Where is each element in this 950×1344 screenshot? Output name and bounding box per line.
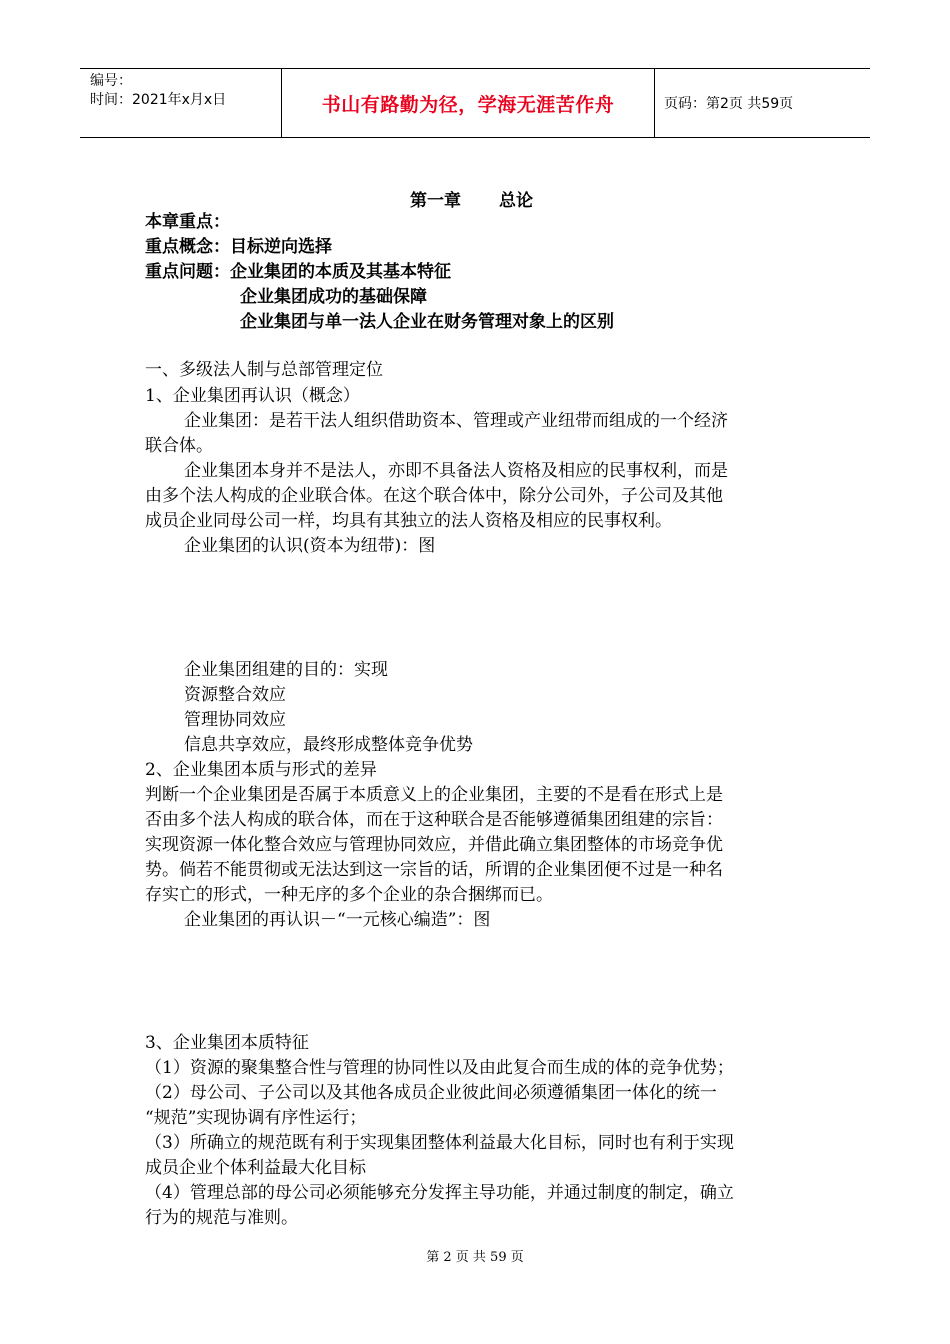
paragraph-line: 由多个法人构成的企业联合体。在这个联合体中，除分公司外，子公司及其他 — [145, 486, 723, 506]
paragraph-line: 联合体。 — [145, 436, 213, 456]
paragraph-line: 否由多个法人构成的联合体，而在于这种联合是否能够遵循集团组建的宗旨： — [145, 810, 723, 830]
paragraph-line: 企业集团：是若干法人组织借助资本、管理或产业纽带而组成的一个经济 — [184, 411, 728, 431]
page-footer: 第 2 页 共 59 页 — [426, 1250, 524, 1265]
key-issue-2: 企业集团成功的基础保障 — [240, 287, 427, 307]
paragraph-line: 存实亡的形式，一种无序的多个企业的杂合捆绑而已。 — [145, 885, 553, 905]
figure-reference: 企业集团的再认识－“一元核心编造”：图 — [184, 910, 491, 930]
document-number-label: 编号： — [90, 73, 132, 89]
paragraph-line: 企业集团组建的目的：实现 — [184, 660, 388, 680]
feature-item: （1）资源的聚集整合性与管理的协同性以及由此复合而生成的体的竞争优势； — [145, 1058, 734, 1078]
figure-reference: 企业集团的认识(资本为纽带)：图 — [184, 536, 436, 556]
key-issue-3: 企业集团与单一法人企业在财务管理对象上的区别 — [240, 312, 614, 332]
chapter-number: 第一章 — [410, 191, 461, 211]
chapter-name: 总论 — [499, 191, 533, 211]
header-motto: 书山有路勤为径，学海无涯苦作舟 — [282, 69, 655, 137]
feature-item: （3）所确立的规范既有利于实现集团整体利益最大化目标，同时也有利于实现 — [145, 1133, 734, 1153]
section-1-3-title: 3、企业集团本质特征 — [145, 1033, 309, 1053]
section-1-1-title: 1、企业集团再认识（概念） — [145, 386, 360, 406]
chapter-title — [410, 186, 533, 211]
list-item: 资源整合效应 — [184, 685, 286, 705]
paragraph-line: 成员企业同母公司一样，均具有其独立的法人资格及相应的民事权利。 — [145, 511, 672, 531]
feature-item: 成员企业个体利益最大化目标 — [145, 1158, 366, 1178]
key-concepts: 重点概念：目标逆向选择 — [145, 237, 332, 257]
feature-item: 行为的规范与准则。 — [145, 1208, 298, 1228]
paragraph-line: 实现资源一体化整合效应与管理协同效应，并借此确立集团整体的市场竞争优 — [145, 835, 723, 855]
header-page-info: 页码：第2页 共59页 — [664, 96, 794, 112]
document-date: 时间：2021年x月x日 — [90, 92, 227, 108]
paragraph-line: 判断一个企业集团是否属于本质意义上的企业集团，主要的不是看在形式上是 — [145, 785, 723, 805]
list-item: 信息共享效应，最终形成整体竞争优势 — [184, 735, 473, 755]
header-left-cell — [80, 69, 282, 137]
section-1-title: 一、多级法人制与总部管理定位 — [145, 360, 383, 380]
feature-item: “规范”实现协调有序性运行； — [145, 1108, 367, 1128]
section-1-2-title: 2、企业集团本质与形式的差异 — [145, 760, 377, 780]
key-points-heading: 本章重点： — [145, 212, 230, 232]
feature-item: （2）母公司、子公司以及其他各成员企业彼此间必须遵循集团一体化的统一 — [145, 1083, 717, 1103]
key-issue-1: 重点问题：企业集团的本质及其基本特征 — [145, 262, 451, 282]
list-item: 管理协同效应 — [184, 710, 286, 730]
document-header — [80, 68, 870, 138]
paragraph-line: 势。倘若不能贯彻或无法达到这一宗旨的话，所谓的企业集团便不过是一种名 — [145, 860, 723, 880]
feature-item: （4）管理总部的母公司必须能够充分发挥主导功能，并通过制度的制定，确立 — [145, 1183, 734, 1203]
paragraph-line: 企业集团本身并不是法人，亦即不具备法人资格及相应的民事权利，而是 — [184, 461, 728, 481]
